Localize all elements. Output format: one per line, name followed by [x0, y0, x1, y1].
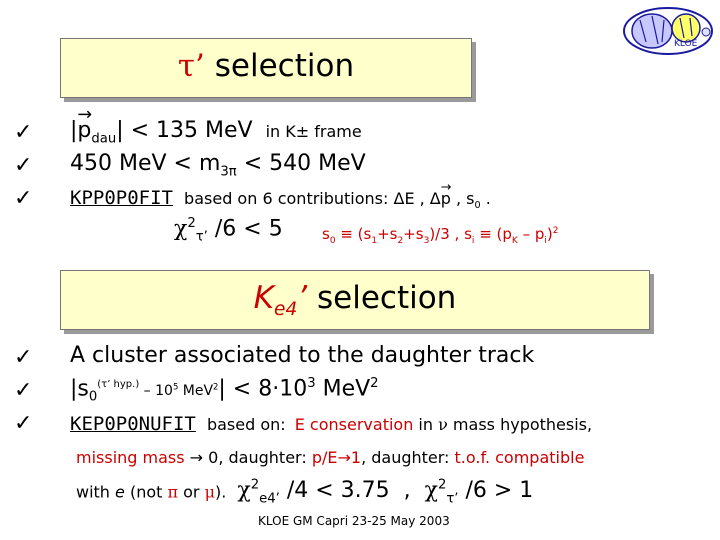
check-icon: ✓ [14, 378, 33, 403]
check-icon: ✓ [14, 153, 33, 178]
ke4-selection-title: $K_{e4}$’ selection [253, 280, 457, 321]
fit-code-kep0p0nufit: KEP0P0NUFIT [70, 413, 196, 435]
kloe-detector-icon [622, 6, 714, 56]
ke4-selection-title-box [60, 270, 650, 330]
tau-selection-title-box [60, 38, 472, 98]
footer-conference: KLOE GM Capri 23-25 May 2003 [258, 514, 450, 528]
ke4-item-cluster: A cluster associated to the daughter track [70, 343, 535, 368]
tau-item-momentum-cut: |→ $p_{dau}| < 135$ MeV in K± frame [70, 118, 362, 146]
tau-item-fit: KPP0P0FIT based on 6 contributions: ΔE , Δ→ p , $s_0$ . [70, 187, 491, 211]
tau-selection-title: τ’ selection [177, 48, 355, 84]
frame-note: in K± frame [265, 122, 362, 141]
check-icon: ✓ [14, 345, 33, 370]
logo-label: KLOE [674, 39, 698, 49]
ke4-chi2-line: with e (not π or μ). $\chi^2_{e4’}$ /4 < 3.75 , $\chi^2_{\tau’}$ /6 > 1 [76, 478, 534, 507]
check-icon: ✓ [14, 186, 33, 211]
kloe-logo [622, 6, 714, 56]
tau-item-mass-window: 450 MeV < $m_{3\pi} < 540$ MeV [70, 151, 366, 180]
fit-code-kpp0p0fit: KPP0P0FIT [70, 187, 173, 209]
ke4-item-fit: KEP0P0NUFIT based on: E conservation in ν mass hypothesis, [70, 413, 593, 435]
s-definition: $s_0 \equiv (s_1+s_2+s_3)/3$ , $s_i \equiv (p_K - p_i)^2$ [322, 225, 559, 246]
chi2-tau-cut: $\chi^2_{\tau’}$ /6 < 5 [174, 216, 283, 245]
ke4-criteria-line: missing mass → 0, daughter: p/E→1, daughter: t.o.f. compatible [76, 448, 585, 467]
check-icon: ✓ [14, 411, 33, 436]
check-icon: ✓ [14, 120, 33, 145]
ke4-item-s0-cut: $|s_0^{(\tau’ hyp.)} - 10^5$ $MeV^2| < 8\cdot 10^3$ MeV$^2$ [70, 376, 379, 405]
